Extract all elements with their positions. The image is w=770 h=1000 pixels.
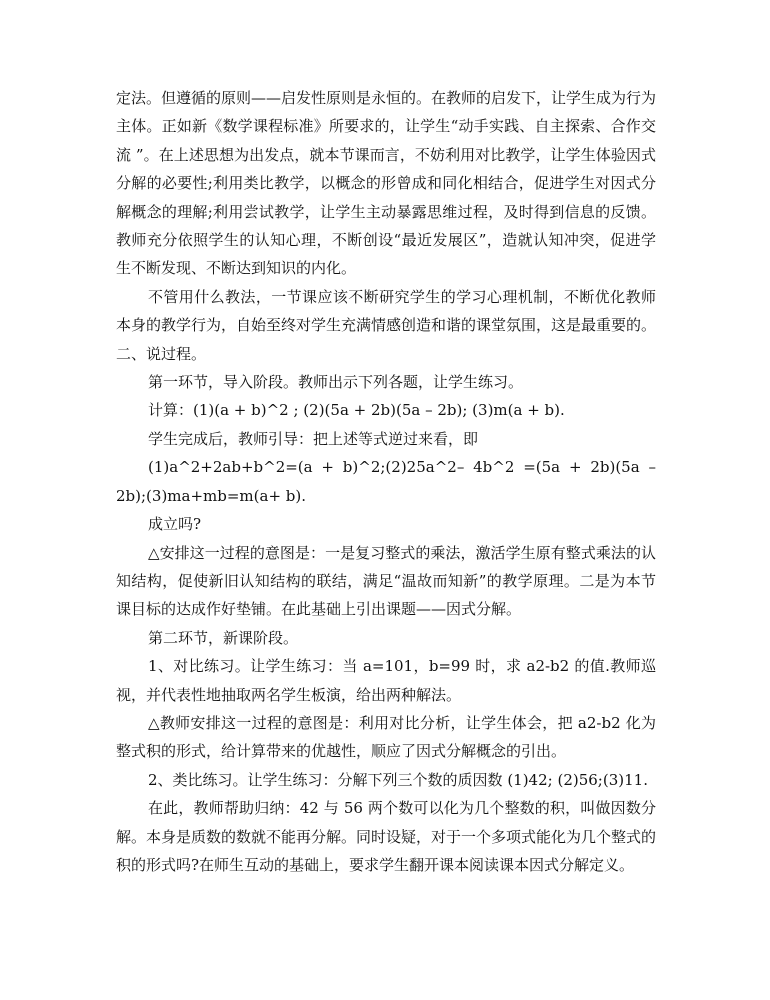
paragraph-teacher-guide: 学生完成后，教师引导：把上述等式逆过来看，即	[148, 429, 479, 448]
paragraph-calculation: 计算：(1)(a + b)^2 ; (2)(5a + 2b)(5a – 2b); (3)m(a + b).	[148, 401, 565, 420]
paragraph-stage-two: 第二环节，新课阶段。	[148, 628, 299, 647]
document-page	[116, 84, 656, 879]
paragraph-stage-one: 第一环节，导入阶段。教师出示下列各题，让学生练习。	[148, 373, 524, 392]
paragraph-teaching-method: 不管用什么教法，一节课应该不断研究学生的学习心理机制，不断优化教师本身的教学行为，自始至终对学生充满情感创造和谐的课堂氛围，这是最重要的。二、说过程。	[116, 287, 657, 363]
paragraph-summary: 在此，教师帮助归纳：42 与 56 两个数可以化为几个整数的积，叫做因数分解。本身是质数的数就不能再分解。同时设疑，对于一个多项式能化为几个整式的积的形式吗?在师生互动的基础上，要求学生翻开课本阅读课本因式分解定义。	[116, 799, 657, 874]
paragraph-equations: (1)a^2+2ab+b^2=(a + b)^2;(2)25a^2– 4b^2 =(5a + 2b)(5a – 2b);(3)ma+mb=m(a+ b).	[116, 458, 656, 505]
paragraph-contrast-exercise: 1、对比练习。让学生练习：当 a=101，b=99 时，求 a2-b2 的值.教师巡视，并代表性地抽取两名学生板演，给出两种解法。	[116, 657, 656, 704]
paragraph-intent-one: △安排这一过程的意图是：一是复习整式的乘法，激活学生原有整式乘法的认知结构，促使新旧认知结构的联结，满足“温故而知新”的教学原理。二是为本节课目标的达成作好垫铺。在此基础上引出课题——因式分解。	[116, 543, 656, 619]
paragraph-intent-two: △教师安排这一过程的意图是：利用对比分析，让学生体会，把 a2-b2 化为整式积的形式，给计算带来的优越性，顺应了因式分解概念的引出。	[116, 713, 656, 761]
paragraph-analogy-exercise: 2、类比练习。让学生练习：分解下列三个数的质因数 (1)42; (2)56;(3)11.	[148, 770, 648, 789]
paragraph-teaching-principle: 定法。但遵循的原则——启发性原则是永恒的。在教师的启发下，让学生成为行为主体。正如新《数学课程标准》所要求的，让学生“动手实践、自主探索、合作交流 ”。在上述思想为出发点，就本节课而言，不妨利用对比教学，让学生体验因式分解的必要性;利用类比教学，以概念的形曾成和同化相结合，促进学生对因式分解概念的理解;利用尝试教学，让学生主动暴露思维过程，及时得到信息的反馈。教师充分依照学生的认知心理，不断创设“最近发展区”，造就认知冲突，促进学生不断发现、不断达到知识的内化。	[116, 89, 657, 278]
paragraph-question: 成立吗?	[148, 515, 202, 534]
